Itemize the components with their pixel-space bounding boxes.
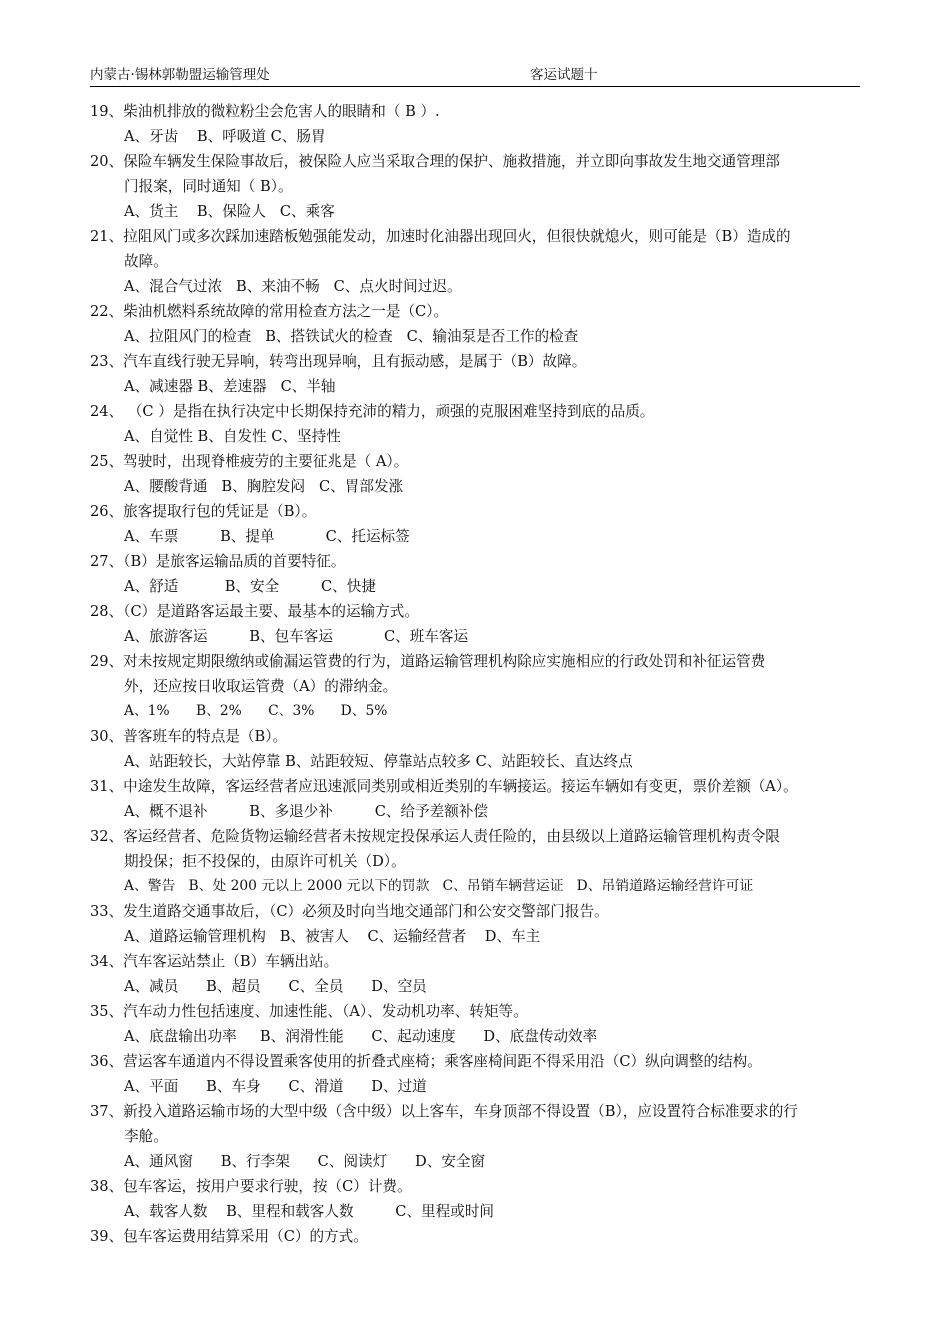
answer-options-line: A、概不退补 B、多退少补 C、给予差额补偿: [124, 803, 489, 820]
answer-options-line: A、减员 B、超员 C、全员 D、空员: [124, 978, 427, 995]
question-line: 32、客运经营者、危险货物运输经营者未按规定投保承运人责任险的，由县级以上道路运输管理机构责令限: [90, 828, 780, 845]
question-line: 36、营运客车通道内不得设置乘客使用的折叠式座椅；乘客座椅间距不得采用沿（C）纵向调整的结构。: [90, 1053, 762, 1070]
answer-options-line: A、车票 B、提单 C、托运标签: [124, 528, 410, 545]
answer-options-line: A、拉阻风门的检查 B、搭铁试火的检查 C、输油泵是否工作的检查: [124, 328, 579, 345]
question-line: 35、汽车动力性包括速度、加速性能、（A）、发动机功率、转矩等。: [90, 1003, 528, 1020]
question-line: 39、包车客运费用结算采用（C）的方式。: [90, 1228, 368, 1245]
answer-options-line: A、道路运输管理机构 B、被害人 C、运输经营者 D、车主: [124, 928, 541, 945]
question-continuation-line: 外，还应按日收取运管费（A）的滞纳金。: [124, 678, 398, 695]
answer-options-line: A、载客人数 B、里程和载客人数 C、里程或时间: [124, 1203, 495, 1220]
header-organization: 内蒙古·锡林郭勒盟运输管理处: [90, 67, 270, 83]
question-line: 33、发生道路交通事故后，（C）必须及时向当地交通部门和公安交警部门报告。: [90, 903, 609, 920]
question-line: 23、汽车直线行驶无异响，转弯出现异响，且有振动感，是属于（B）故障。: [90, 353, 587, 370]
answer-options-line: A、舒适 B、安全 C、快捷: [124, 578, 376, 595]
answer-options-line: A、腰酸背通 B、胸腔发闷 C、胃部发涨: [124, 478, 404, 495]
question-line: 25、驾驶时，出现脊椎疲劳的主要征兆是（ A）。: [90, 453, 409, 470]
question-line: 19、柴油机排放的微粒粉尘会危害人的眼睛和（ B ）.: [90, 103, 440, 120]
answer-options-line: A、混合气过浓 B、来油不畅 C、点火时间过迟。: [124, 278, 462, 295]
question-line: 29、对未按规定期限缴纳或偷漏运管费的行为，道路运输管理机构除应实施相应的行政处罚和补征运管费: [90, 653, 766, 670]
question-line: 34、汽车客运站禁止（B）车辆出站。: [90, 953, 339, 970]
answer-options-line: A、通风窗 B、行李架 C、阅读灯 D、安全窗: [124, 1153, 486, 1170]
answer-options-line: A、底盘输出功率 B、润滑性能 C、起动速度 D、底盘传动效率: [124, 1028, 598, 1045]
question-line: 30、普客班车的特点是（B）。: [90, 728, 288, 745]
answer-options-line: A、减速器 B、差速器 C、半轴: [124, 378, 336, 395]
header-exam-title: 客运试题十: [530, 67, 598, 83]
question-continuation-line: 期投保；拒不投保的，由原许可机关（D）。: [124, 853, 406, 870]
question-line: 24、 （C ）是指在执行决定中长期保持充沛的精力，顽强的克服困难坚持到底的品质。: [90, 403, 655, 420]
question-continuation-line: 李舱。: [124, 1128, 168, 1145]
question-line: 22、柴油机燃料系统故障的常用检查方法之一是（C）。: [90, 303, 449, 320]
question-continuation-line: 故障。: [124, 253, 168, 270]
answer-options-line: A、货主 B、保险人 C、乘客: [124, 203, 335, 220]
question-continuation-line: 门报案，同时通知（ B）。: [124, 178, 293, 195]
answer-options-line: A、1% B、2% C、3% D、5%: [124, 703, 388, 719]
answer-options-line: A、警告 B、处 200 元以上 2000 元以下的罚款 C、吊销车辆营运证 D、吊销道路运输经营许可证: [124, 878, 754, 894]
question-line: 37、新投入道路运输市场的大型中级（含中级）以上客车，车身顶部不得设置（B），应设置符合标准要求的行: [90, 1103, 798, 1120]
answer-options-line: A、站距较长，大站停靠 B、站距较短、停靠站点较多 C、站距较长、直达终点: [124, 753, 633, 770]
page-header: [90, 64, 860, 87]
answer-options-line: A、旅游客运 B、包车客运 C、班车客运: [124, 628, 469, 645]
question-line: 31、中途发生故障，客运经营者应迅速派同类别或相近类别的车辆接运。接运车辆如有变更，票价差额（A）。: [90, 778, 798, 795]
question-line: 20、保险车辆发生保险事故后，被保险人应当采取合理的保护、施救措施，并立即向事故发生地交通管理部: [90, 153, 780, 170]
question-list: [90, 99, 865, 1249]
answer-options-line: A、平面 B、车身 C、滑道 D、过道: [124, 1078, 427, 1095]
answer-options-line: A、自觉性 B、自发性 C、坚持性: [124, 428, 341, 445]
question-line: 38、包车客运，按用户要求行驶，按（C）计费。: [90, 1178, 412, 1195]
question-line: 26、旅客提取行包的凭证是（B）。: [90, 503, 317, 520]
question-line: 21、拉阻风门或多次踩加速踏板勉强能发动，加速时化油器出现回火，但很快就熄火，则可能是（B）造成的: [90, 228, 791, 245]
question-line: 28、（C）是道路客运最主要、最基本的运输方式。: [90, 603, 419, 620]
question-line: 27、（B）是旅客运输品质的首要特征。: [90, 553, 346, 570]
answer-options-line: A、牙齿 B、呼吸道 C、肠胃: [124, 128, 326, 145]
